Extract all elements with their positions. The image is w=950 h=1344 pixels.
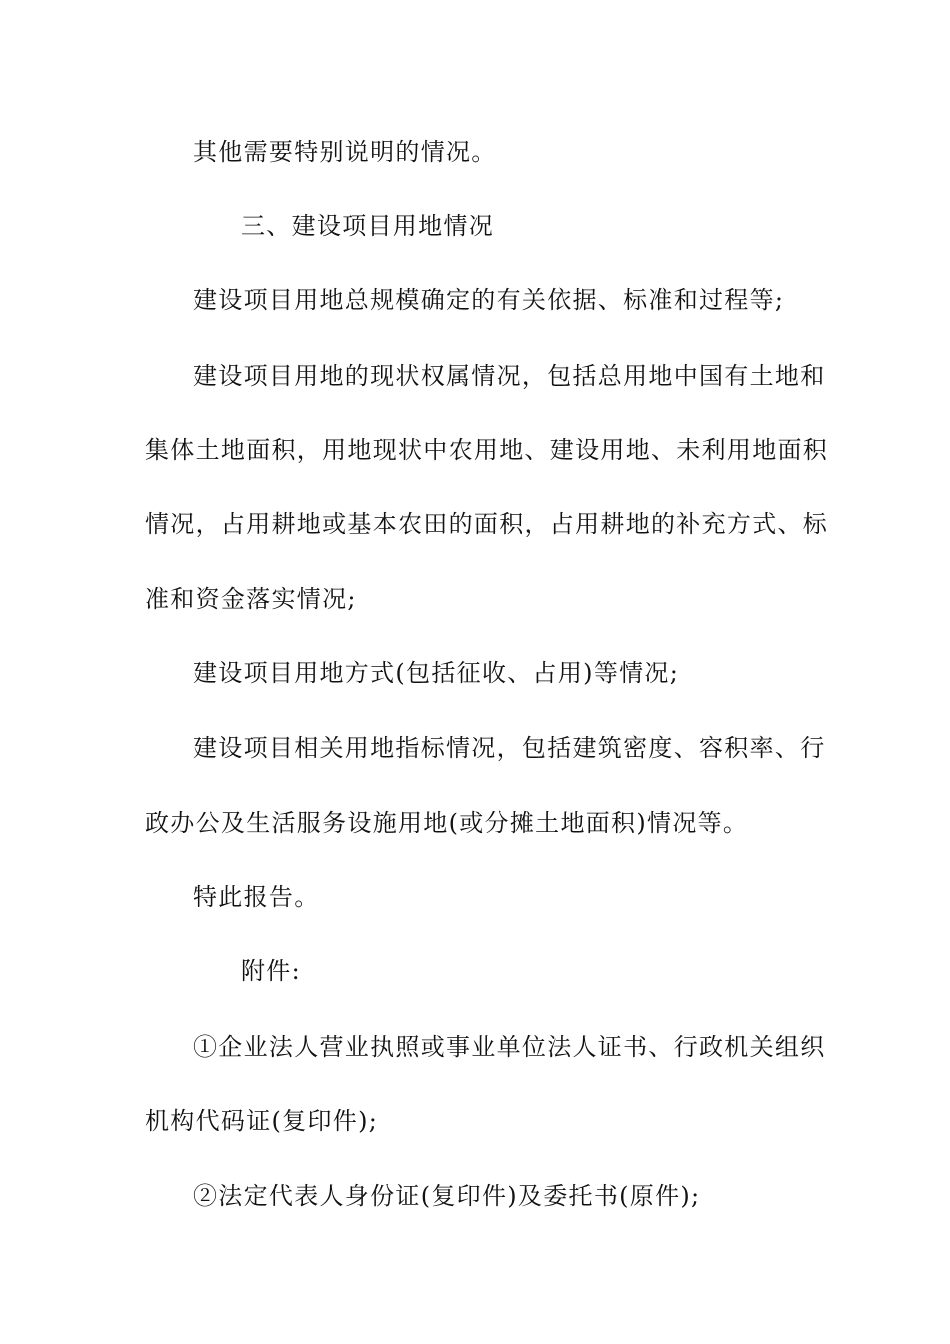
attachments-heading: 附件:: [241, 957, 301, 985]
paragraph-scale-basis: 建设项目用地总规模确定的有关依据、标准和过程等;: [193, 286, 785, 314]
paragraph-indicators-line-1: 建设项目相关用地指标情况，包括建筑密度、容积率、行: [193, 734, 826, 762]
closing-statement: 特此报告。: [193, 883, 320, 911]
paragraph-indicators-line-2: 政办公及生活服务设施用地(或分摊土地面积)情况等。: [145, 809, 749, 837]
attachment-1-line-1: ①企业法人营业执照或事业单位法人证书、行政机关组织: [193, 1033, 826, 1061]
paragraph-ownership-line-2: 集体土地面积，用地现状中农用地、建设用地、未利用地面积: [145, 436, 829, 464]
paragraph-ownership-line-3: 情况，占用耕地或基本农田的面积，占用耕地的补充方式、标: [145, 510, 829, 538]
section-heading-land-use: 三、建设项目用地情况: [241, 212, 494, 240]
paragraph-ownership-line-4: 准和资金落实情况;: [145, 585, 357, 613]
paragraph-ownership-line-1: 建设项目用地的现状权属情况，包括总用地中国有土地和: [193, 362, 826, 390]
attachment-2: ②法定代表人身份证(复印件)及委托书(原件);: [193, 1182, 701, 1210]
paragraph-land-use-method: 建设项目用地方式(包括征收、占用)等情况;: [193, 659, 680, 687]
paragraph-other-notes: 其他需要特别说明的情况。: [193, 138, 497, 166]
attachment-1-line-2: 机构代码证(复印件);: [145, 1107, 379, 1135]
